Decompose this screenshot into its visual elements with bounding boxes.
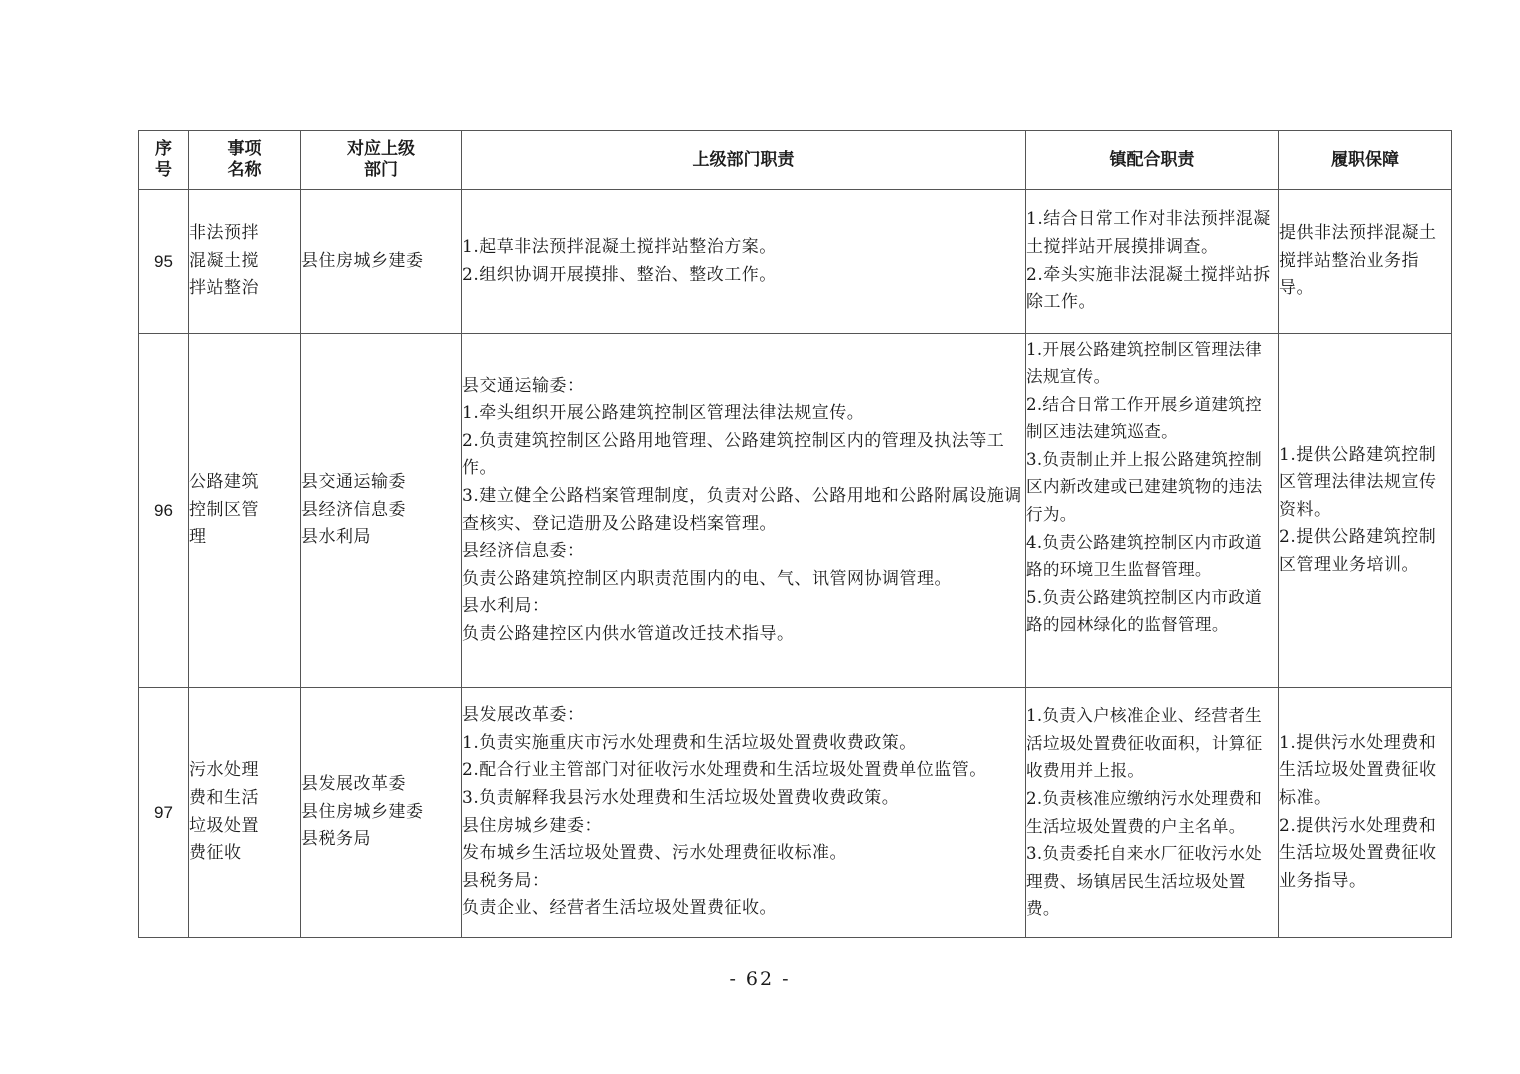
header-row [139, 131, 1452, 190]
row-seq: 97 [139, 688, 189, 938]
row-town-duty: 1.结合日常工作对非法预拌混凝土搅拌站开展摸排调查。 2.牵头实施非法混凝土搅拌站拆除工作。 [1026, 190, 1279, 334]
row-dept: 县发展改革委 县住房城乡建委 县税务局 [301, 688, 462, 938]
header-town-duty: 镇配合职责 [1026, 131, 1279, 190]
table-row [139, 190, 1452, 334]
row-town-duty: 1.开展公路建筑控制区管理法律法规宣传。 2.结合日常工作开展乡道建筑控制区违法建筑巡查。 3.负责制止并上报公路建筑控制区内新改建或已建建筑物的违法行为。 4.负责公路建筑控制区内市政道路的环境卫生监督管理。 5.负责公路建筑控制区内市政道路的园林绿化的监督管理。 [1026, 334, 1279, 688]
header-item: 事项名称 [189, 131, 301, 190]
row-item-name: 非法预拌混凝土搅拌站整治 [189, 190, 301, 334]
row-guarantee: 提供非法预拌混凝土搅拌站整治业务指导。 [1279, 190, 1452, 334]
row-upper-duty: 县交通运输委： 1.牵头组织开展公路建筑控制区管理法律法规宣传。 2.负责建筑控制区公路用地管理、公路建筑控制区内的管理及执法等工作。 3.建立健全公路档案管理制度，负责对公路、公路用地和公路附属设施调查核实、登记造册及公路建设档案管理。 县经济信息委： 负责公路建筑控制区内职责范围内的电、气、讯管网协调管理。 县水利局： 负责公路建控区内供水管道改迁技术指导。 [462, 334, 1026, 688]
header-seq: 序号 [139, 131, 189, 190]
row-dept: 县住房城乡建委 [301, 190, 462, 334]
duty-table [138, 130, 1452, 938]
table-row [139, 688, 1452, 938]
header-dept: 对应上级部门 [301, 131, 462, 190]
row-upper-duty: 县发展改革委： 1.负责实施重庆市污水处理费和生活垃圾处置费收费政策。 2.配合行业主管部门对征收污水处理费和生活垃圾处置费单位监管。 3.负责解释我县污水处理费和生活垃圾处置费收费政策。 县住房城乡建委： 发布城乡生活垃圾处置费、污水处理费征收标准。 县税务局： 负责企业、经营者生活垃圾处置费征收。 [462, 688, 1026, 938]
row-item-name: 污水处理费和生活垃圾处置费征收 [189, 688, 301, 938]
page-number: - 62 - [729, 968, 791, 990]
row-item-name: 公路建筑控制区管理 [189, 334, 301, 688]
row-seq: 96 [139, 334, 189, 688]
row-town-duty: 1.负责入户核准企业、经营者生活垃圾处置费征收面积，计算征收费用并上报。 2.负责核准应缴纳污水处理费和生活垃圾处置费的户主名单。 3.负责委托自来水厂征收污水处理费、场镇居民生活垃圾处置费。 [1026, 688, 1279, 938]
header-upper-duty: 上级部门职责 [462, 131, 1026, 190]
table-row [139, 334, 1452, 688]
row-guarantee: 1.提供污水处理费和生活垃圾处置费征收标准。 2.提供污水处理费和生活垃圾处置费征收业务指导。 [1279, 688, 1452, 938]
row-guarantee: 1.提供公路建筑控制区管理法律法规宣传资料。 2.提供公路建筑控制区管理业务培训。 [1279, 334, 1452, 688]
header-guarantee: 履职保障 [1279, 131, 1452, 190]
row-dept: 县交通运输委 县经济信息委 县水利局 [301, 334, 462, 688]
row-upper-duty: 1.起草非法预拌混凝土搅拌站整治方案。 2.组织协调开展摸排、整治、整改工作。 [462, 190, 1026, 334]
row-seq: 95 [139, 190, 189, 334]
